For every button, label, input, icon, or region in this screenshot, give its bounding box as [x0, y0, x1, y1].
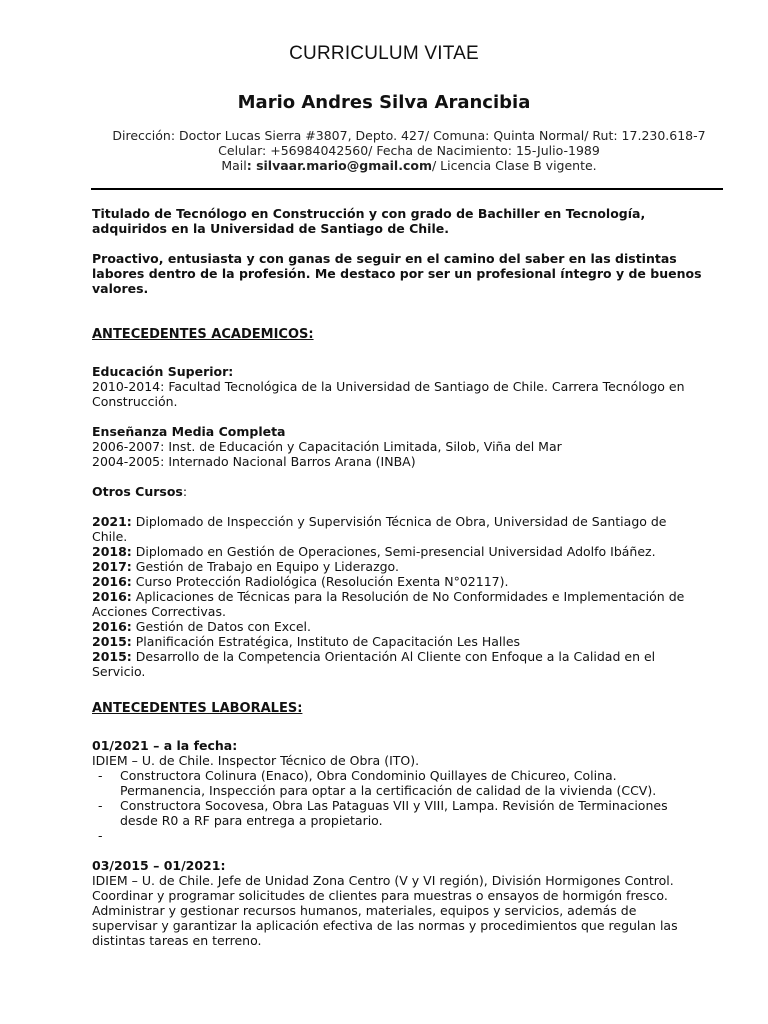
candidate-name: Mario Andres Silva Arancibia [237, 92, 531, 113]
courses-heading: Otros Cursos [92, 484, 183, 499]
course-item [92, 619, 704, 634]
dash-bullet: - [98, 768, 103, 783]
job-detail-text: Constructora Socovesa, Obra Las Pataguas VII y VIII, Lampa. Revisión de Terminaciones desde R0 a RF para entrega a propietario. [120, 798, 668, 828]
job-period: 01/2021 – a la fecha: [92, 738, 238, 753]
course-item [92, 574, 704, 589]
course-item [92, 559, 704, 574]
dash-bullet: - [98, 828, 103, 843]
course-text: Gestión de Trabajo en Equipo y Liderazgo. [131, 559, 399, 574]
mail-address: : silvaar.mario@gmail.com [246, 158, 432, 173]
job-period: 03/2015 – 01/2021: [92, 858, 226, 873]
course-year: 2016: [92, 619, 132, 634]
license-text: / Licencia Clase B vigente. [432, 158, 597, 173]
course-year: 2016: [92, 574, 132, 589]
course-text: Desarrollo de la Competencia Orientación Al Cliente con Enfoque a la Calidad en el Servicio. [92, 649, 656, 679]
mail-label: Mail [221, 158, 247, 173]
course-text: Curso Protección Radiológica (Resolución Exenta N°02117). [131, 574, 509, 589]
secondary-education-entry: 2006-2007: Inst. de Educación y Capacitación Limitada, Silob, Viña del Mar [92, 439, 562, 454]
course-text: Diplomado de Inspección y Supervisión Técnica de Obra, Universidad de Santiago de Chile. [92, 514, 667, 544]
course-year: 2021: [92, 514, 132, 529]
job-description-line: Coordinar y programar solicitudes de clientes para muestras o ensayos de hormigón fresco. [92, 888, 668, 903]
profile-paragraph-2: Proactivo, entusiasta y con ganas de seguir en el camino del saber en las distintas labores dentro de la profesión. Me destaco por ser un profesional íntegro y de buenos valores. [92, 251, 702, 296]
courses-heading-colon: : [182, 484, 188, 499]
dash-bullet: - [98, 798, 103, 813]
job-detail-item [92, 768, 704, 798]
course-item [92, 589, 704, 619]
course-text: Planificación Estratégica, Instituto de Capacitación Les Halles [131, 634, 521, 649]
contact-address-line: Dirección: Doctor Lucas Sierra #3807, Depto. 427/ Comuna: Quinta Normal/ Rut: 17.230.618-7 [112, 128, 706, 143]
course-text: Aplicaciones de Técnicas para la Resolución de No Conformidades e Implementación de Acciones Correctivas. [92, 589, 685, 619]
course-item [92, 634, 704, 649]
document-title: CURRICULUM VITAE [289, 43, 479, 64]
job-detail-item [92, 798, 704, 828]
header-divider [91, 188, 723, 190]
job-role: IDIEM – U. de Chile. Inspector Técnico de Obra (ITO). [92, 753, 420, 768]
course-year: 2018: [92, 544, 132, 559]
secondary-education-heading: Enseñanza Media Completa [92, 424, 286, 439]
higher-education-entry: 2010-2014: Facultad Tecnológica de la Universidad de Santiago de Chile. Carrera Tecnólogo en Construcción. [92, 379, 685, 409]
course-year: 2016: [92, 589, 132, 604]
higher-education-heading: Educación Superior: [92, 364, 234, 379]
course-item [92, 544, 704, 559]
course-text: Gestión de Datos con Excel. [131, 619, 311, 634]
contact-phone-line: Celular: +56984042560/ Fecha de Nacimiento: 15-Julio-1989 [218, 143, 600, 158]
course-item [92, 514, 704, 544]
job-description-line: Administrar y gestionar recursos humanos, materiales, equipos y servicios, además de supervisar y garantizar la aplicación efectiva de las normas y procedimientos que regulan las distintas tareas en terreno. [92, 903, 678, 948]
profile-paragraph-1: Titulado de Tecnólogo en Construcción y con grado de Bachiller en Tecnología, adquiridos en la Universidad de Santiago de Chile. [92, 206, 646, 236]
course-item [92, 649, 704, 679]
courses-heading-line [92, 484, 704, 499]
course-year: 2015: [92, 634, 132, 649]
course-year: 2015: [92, 649, 132, 664]
job-detail-text: Constructora Colinura (Enaco), Obra Condominio Quillayes de Chicureo, Colina. Permanencia, Inspección para optar a la certificación de calidad de la vivienda (CCV). [120, 768, 657, 798]
job-description-line: IDIEM – U. de Chile. Jefe de Unidad Zona Centro (V y VI región), División Hormigones Control. [92, 873, 674, 888]
course-year: 2017: [92, 559, 132, 574]
academic-section-heading: ANTECEDENTES ACADEMICOS: [92, 327, 314, 342]
cv-body [92, 206, 704, 948]
secondary-education-entry: 2004-2005: Internado Nacional Barros Arana (INBA) [92, 454, 416, 469]
work-section-heading: ANTECEDENTES LABORALES: [92, 701, 303, 716]
contact-mail-line [0, 158, 768, 173]
job-detail-item [92, 828, 704, 843]
course-text: Diplomado en Gestión de Operaciones, Semi-presencial Universidad Adolfo Ibáñez. [131, 544, 656, 559]
contact-block [0, 128, 768, 173]
